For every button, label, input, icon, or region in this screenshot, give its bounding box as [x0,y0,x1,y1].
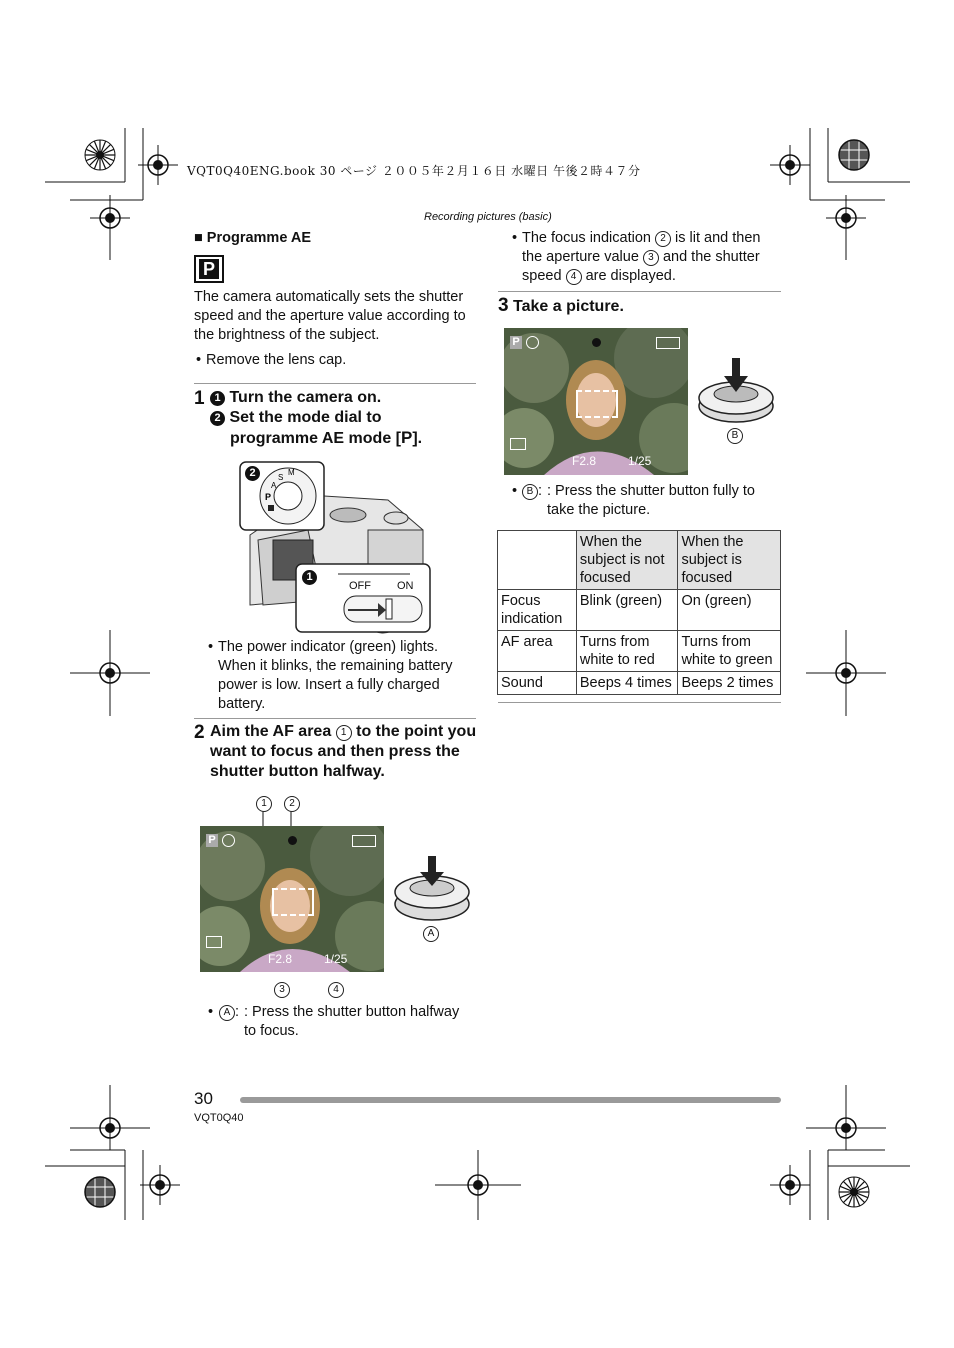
focus-indicator-dot [288,836,297,845]
lens-cap-note: • Remove the lens cap. [194,351,488,370]
af-frame [272,888,314,916]
step-1-item-2-cont: programme AE mode [P]. [230,428,423,447]
battery-icon [352,835,376,847]
focus-indicator-dot [592,338,601,347]
callout-shutter-speed: 4 [328,982,344,998]
table-header-row [498,531,781,590]
programme-mode-icon: P [194,255,224,283]
switch-label-on: ON [397,580,414,592]
flash-off-icon [526,336,539,349]
square-bullet-icon: ■ [194,230,207,246]
svg-text:S: S [278,473,284,482]
lcd-mode-indicator: P [510,336,522,349]
lcd-preview-fullpress [504,328,688,475]
step-marker-2: 2 [210,411,225,426]
section-title: Recording pictures (basic) [424,211,552,223]
callout-focus-indication: 2 [284,796,300,812]
table-cell: Blink (green) [576,590,678,631]
battery-icon [656,337,680,349]
lcd-shutter-speed: 1/25 [628,454,652,468]
af-area-marker: 1 [336,725,352,741]
programme-ae-heading: ■ Programme AE [194,230,312,246]
table-header-cell: When the subject is not focused [576,531,678,590]
intro-paragraph: The camera automatically sets the shutter speed and the aperture value according to the brightness of the subject. [194,289,466,343]
model-code: VQT0Q40 [194,1112,244,1124]
fullpress-note: • B : : Press the shutter button fully to take the picture. [512,483,755,518]
table-header-cell: When the subject is focused [678,531,781,590]
callout-af-area: 1 [256,796,272,812]
lcd-aperture: F2.8 [572,454,597,468]
table-cell: Focus indication [498,590,577,631]
step-1-item-2: 2 Set the mode dial to [210,408,381,428]
table-cell: Beeps 2 times [678,672,781,695]
dial-callout-marker: 2 [245,466,260,481]
divider [194,383,476,384]
table-header-cell [498,531,577,590]
svg-text:A: A [271,481,277,490]
focus-indication-note: • The focus indication 2 is lit and then the aperture value 3 and the shutter speed 4 are displayed. [512,230,761,284]
focus-status-table [497,530,781,695]
power-indicator-note: • The power indicator (green) lights. When it blinks, the remaining battery power is low. Insert a fully charged battery. [208,639,453,712]
switch-label-off: OFF [349,580,371,592]
svg-text:P: P [265,492,272,502]
button-b-label: B [727,428,743,444]
lcd-mode-indicator: P [206,834,218,847]
table-row [498,672,781,695]
table-cell: Turns from white to red [576,631,678,672]
halfway-note: • A : : Press the shutter button halfway to focus. [208,1004,460,1039]
af-frame [576,390,618,418]
p-mode-glyph: P [401,428,413,447]
metering-icon [206,936,222,948]
table-cell: Beeps 4 times [576,672,678,695]
step-3: 3 Take a picture. [498,295,624,316]
print-file-line: VQT0Q40ENG.book 30 ページ ２００５年２月１６日 水曜日 午後２時４７分 [187,164,641,178]
shutter-button-halfway-illustration [392,854,472,924]
lcd-aperture: F2.8 [268,952,293,966]
table-cell: AF area [498,631,577,672]
svg-text:M: M [288,468,295,477]
flash-off-icon [222,834,235,847]
table-row [498,590,781,631]
table-cell: On (green) [678,590,781,631]
lcd-preview-halfpress [200,826,384,972]
divider [498,702,781,703]
camera-illustration [238,460,434,635]
metering-icon [510,438,526,450]
footer-bar [240,1097,781,1103]
table-cell: Turns from white to green [678,631,781,672]
divider [194,718,476,719]
button-a-label: A [423,926,439,942]
callout-aperture: 3 [274,982,290,998]
switch-callout-marker: 1 [302,570,317,585]
divider [498,291,781,292]
step-marker-1: 1 [210,391,225,406]
step-1-item-1: 1 Turn the camera on. [210,388,381,408]
lcd-shutter-speed: 1/25 [324,952,348,966]
table-row [498,631,781,672]
table-cell: Sound [498,672,577,695]
shutter-button-full-illustration [696,356,776,426]
page-number: 30 [194,1089,213,1108]
